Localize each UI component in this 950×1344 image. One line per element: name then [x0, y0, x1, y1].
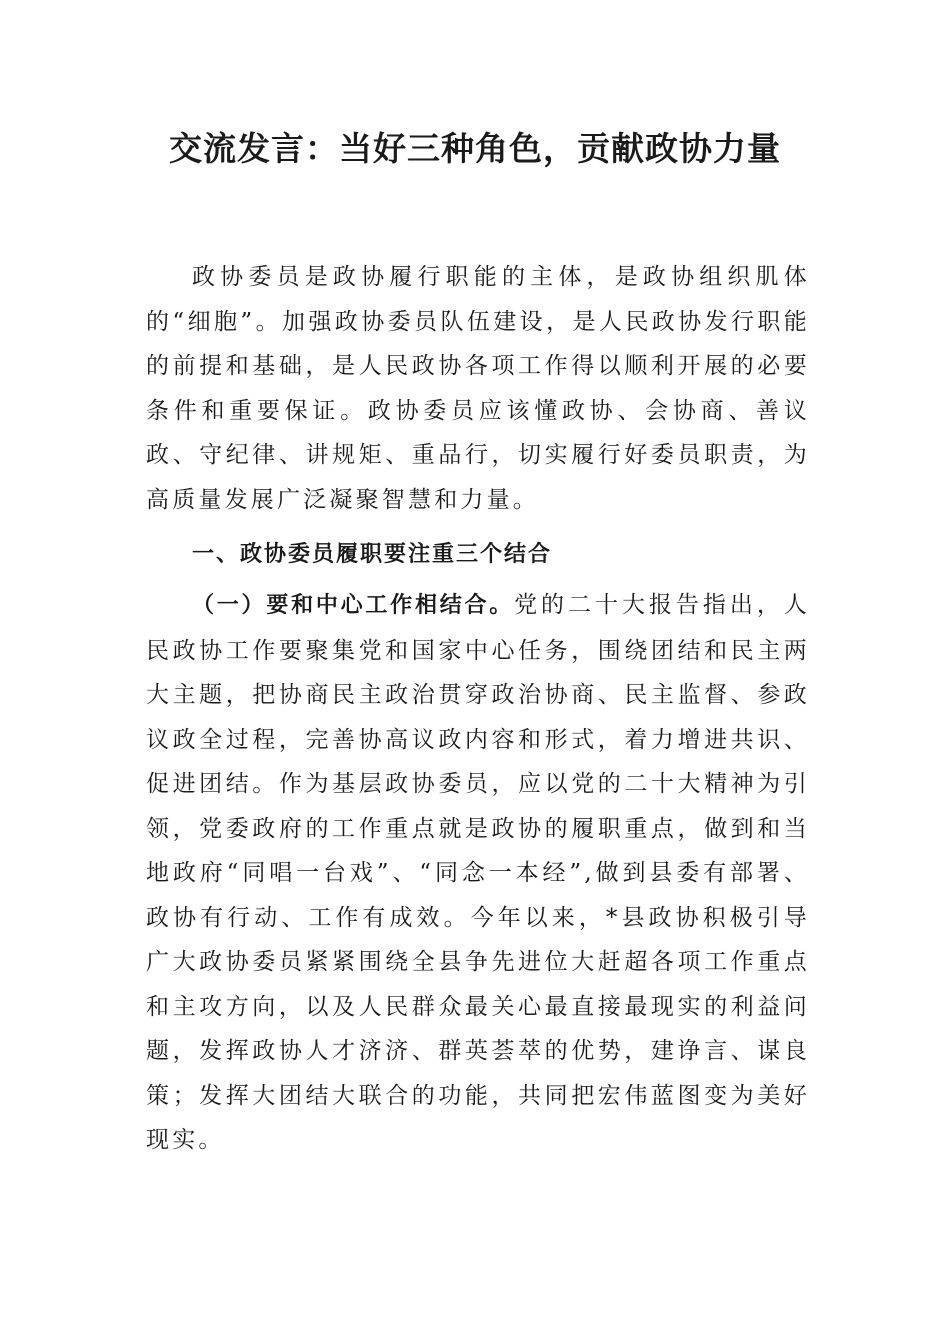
section-heading-1 — [146, 532, 810, 578]
section-heading-1-text: 一、政协委员履职要注重三个结合 — [192, 542, 553, 567]
subsection-lead: （一）要和中心工作相结合。 — [192, 593, 515, 618]
subsection-body: 党的二十大报告指出，人民政协工作要聚集党和国家中心任务，围绕团结和民主两大主题，把协商民主政治贯穿政治协商、民主监督、参政议政全过程，完善协高议政内容和形式，着力增进共识、促进团结。作为基层政协委员，应以党的二十大精神为引领，党委政府的工作重点就是政协的履职重点，做到和当地政府“同唱一台戏”、“同念一本经”,做到县委有部署、政协有行动、工作有成效。今年以来，*县政协积极引导广大政协委员紧紧围绕全县争先进位大赶超各项工作重点和主攻方向，以及人民群众最关心最直接最现实的利益问题，发挥政协人才济济、群英荟萃的优势，建诤言、谋良策；发挥大团结大联合的功能，共同把宏伟蓝图变为美好现实。 — [146, 592, 810, 1153]
subsection-paragraph-1 — [146, 583, 810, 1163]
document-title: 交流发言：当好三种角色，贡献政协力量 — [169, 129, 781, 168]
intro-paragraph: 政协委员是政协履行职能的主体，是政协组织肌体的“细胞”。加强政协委员队伍建设，是人民政协发行职能的前提和基础，是人民政协各项工作得以顺利开展的必要条件和重要保证。政协委员应该懂政协、会协商、善议政、守纪律、讲规矩、重品行，切实履行好委员职责，为高质量发展广泛凝聚智慧和力量。 — [146, 264, 810, 513]
